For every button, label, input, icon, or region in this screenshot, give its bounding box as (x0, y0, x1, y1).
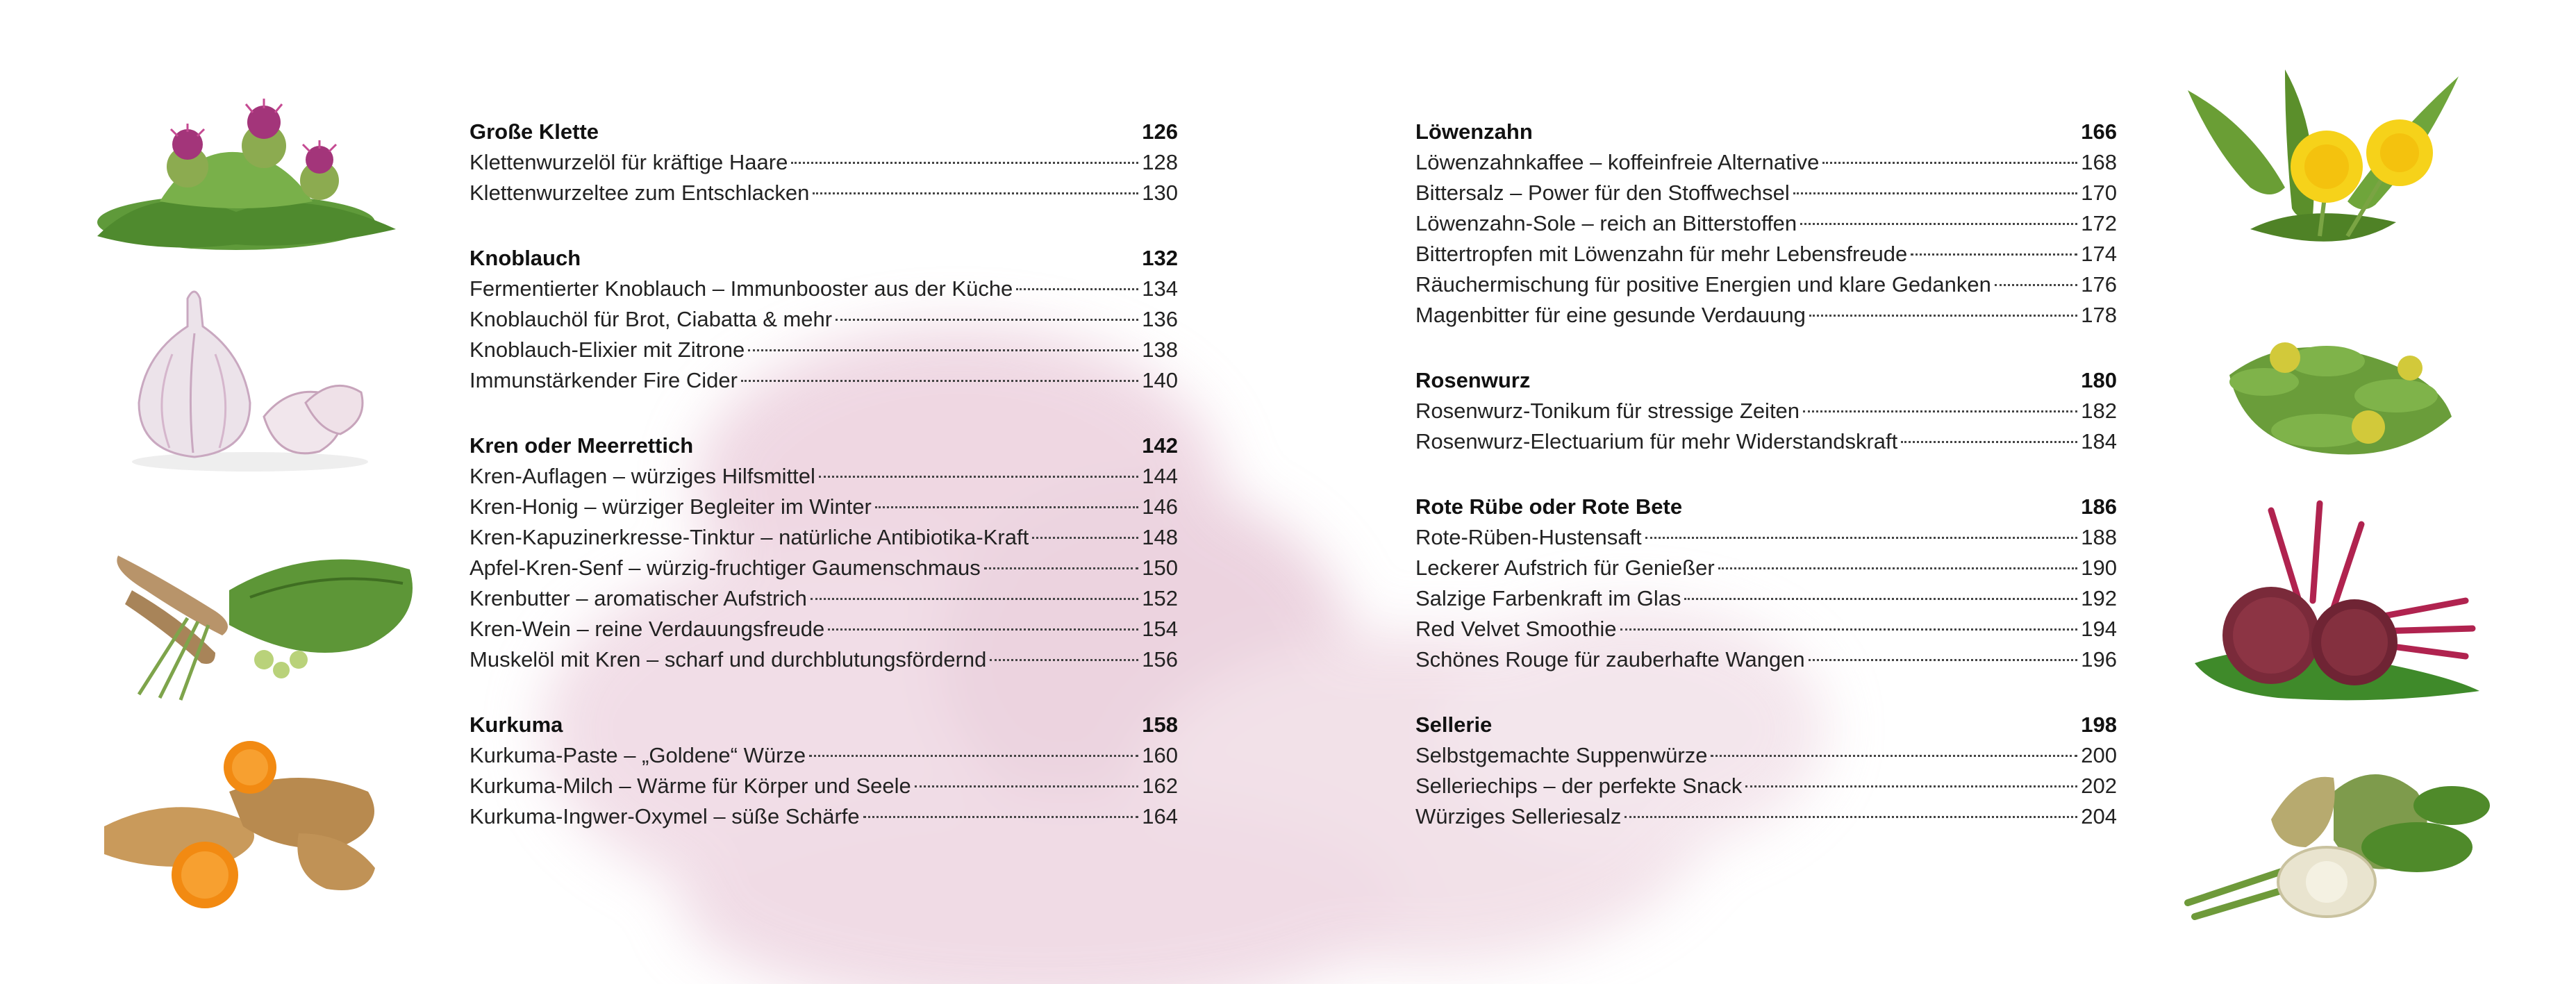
dot-leader (990, 659, 1138, 661)
toc-section-kren (470, 431, 1178, 675)
dot-leader (1620, 628, 2078, 631)
toc-section-loewenzahn (1415, 117, 2117, 331)
toc-entry (1415, 801, 2117, 832)
celery-illustration (2167, 729, 2500, 931)
roseroot-illustration (2188, 292, 2479, 479)
entry-page: 140 (1142, 368, 1178, 392)
section-page: 180 (2081, 368, 2117, 392)
toc-entry (1415, 522, 2117, 553)
toc-section-grosse-klette (470, 117, 1178, 208)
dot-leader (1684, 598, 2077, 600)
toc-section-kurkuma (470, 710, 1178, 832)
entry-title: Kren-Honig – würziger Begleiter im Winter (470, 494, 872, 519)
toc-entry (470, 461, 1178, 492)
toc-entry (470, 553, 1178, 583)
entry-page: 164 (1142, 804, 1178, 828)
toc-entry (1415, 269, 2117, 300)
dot-leader (1995, 284, 2077, 286)
toc-entry (470, 274, 1178, 304)
toc-entry (470, 740, 1178, 771)
section-page: 166 (2081, 119, 2117, 144)
entry-page: 156 (1142, 647, 1178, 672)
entry-page: 136 (1142, 307, 1178, 331)
dandelion-illustration (2167, 49, 2486, 271)
entry-title: Löwenzahn-Sole – reich an Bitterstoffen (1415, 211, 1797, 235)
dot-leader (1800, 223, 2077, 225)
entry-title: Räuchermischung für positive Energien und klare Gedanken (1415, 272, 1991, 297)
entry-page: 192 (2081, 586, 2117, 610)
dot-leader (1016, 288, 1138, 290)
section-heading: Kren oder Meerrettich (470, 433, 694, 458)
entry-title: Kurkuma-Paste – „Goldene“ Würze (470, 743, 806, 767)
entry-page: 162 (1142, 774, 1178, 798)
toc-entry (1415, 644, 2117, 675)
entry-title: Rote-Rüben-Hustensaft (1415, 525, 1642, 549)
dot-leader (984, 567, 1139, 569)
dot-leader (1645, 537, 2078, 539)
toc-entry (470, 801, 1178, 832)
dot-leader (1032, 537, 1138, 539)
entry-title: Löwenzahnkaffee – koffeinfreie Alternative (1415, 150, 1820, 174)
entry-title: Schönes Rouge für zauberhafte Wangen (1415, 647, 1805, 672)
toc-entry (470, 614, 1178, 644)
entry-title: Krenbutter – aromatischer Aufstrich (470, 586, 807, 610)
toc-entry (470, 365, 1178, 396)
toc-entry (1415, 300, 2117, 331)
section-page: 158 (1142, 712, 1178, 737)
dot-leader (1911, 253, 2077, 256)
section-heading: Rosenwurz (1415, 368, 1531, 392)
entry-page: 190 (2081, 556, 2117, 580)
entry-page: 182 (2081, 399, 2117, 423)
entry-title: Bittertropfen mit Löwenzahn für mehr Lebensfreude (1415, 242, 1908, 266)
toc-entry (1415, 740, 2117, 771)
dot-leader (1809, 315, 2077, 317)
toc-section-rosenwurz (1415, 365, 2117, 457)
burdock-illustration (76, 62, 424, 257)
section-page: 186 (2081, 494, 2117, 519)
entry-page: 196 (2081, 647, 2117, 672)
entry-page: 188 (2081, 525, 2117, 549)
toc-entry (470, 147, 1178, 178)
dot-leader (1822, 162, 2077, 164)
beetroot-illustration (2174, 497, 2500, 712)
entry-page: 130 (1142, 181, 1178, 205)
entry-page: 160 (1142, 743, 1178, 767)
entry-title: Apfel-Kren-Senf – würzig-fruchtiger Gaumenschmaus (470, 556, 981, 580)
section-page: 126 (1142, 119, 1178, 144)
horseradish-illustration (76, 514, 438, 708)
entry-title: Immunstärkender Fire Cider (470, 368, 738, 392)
entry-title: Muskelöl mit Kren – scharf und durchblutungsfördernd (470, 647, 987, 672)
dot-leader (1809, 659, 2078, 661)
dot-leader (1901, 441, 2077, 443)
section-heading: Löwenzahn (1415, 119, 1533, 144)
entry-page: 204 (2081, 804, 2117, 828)
entry-page: 128 (1142, 150, 1178, 174)
dot-leader (791, 162, 1138, 164)
entry-page: 178 (2081, 303, 2117, 327)
entry-page: 138 (1142, 337, 1178, 362)
toc-column-left (470, 117, 1178, 867)
dot-leader (1711, 755, 2077, 757)
dot-leader (748, 349, 1138, 351)
entry-title: Rosenwurz-Tonikum für stressige Zeiten (1415, 399, 1800, 423)
entry-page: 154 (1142, 617, 1178, 641)
entry-title: Bittersalz – Power für den Stoffwechsel (1415, 181, 1790, 205)
entry-page: 194 (2081, 617, 2117, 641)
entry-title: Selleriechips – der perfekte Snack (1415, 774, 1743, 798)
section-page: 142 (1142, 433, 1178, 458)
entry-title: Kren-Wein – reine Verdauungsfreude (470, 617, 825, 641)
entry-page: 168 (2081, 150, 2117, 174)
dot-leader (1803, 410, 2077, 412)
toc-entry (470, 771, 1178, 801)
dot-leader (809, 755, 1138, 757)
section-page: 132 (1142, 246, 1178, 270)
entry-title: Fermentierter Knoblauch – Immunbooster aus der Küche (470, 276, 1013, 301)
entry-title: Würziges Selleriesalz (1415, 804, 1622, 828)
dot-leader (741, 380, 1138, 382)
toc-entry (470, 178, 1178, 208)
toc-entry (1415, 239, 2117, 269)
entry-page: 152 (1142, 586, 1178, 610)
toc-entry (1415, 426, 2117, 457)
entry-title: Knoblauchöl für Brot, Ciabatta & mehr (470, 307, 833, 331)
section-heading: Sellerie (1415, 712, 1493, 737)
toc-entry (1415, 147, 2117, 178)
entry-title: Leckerer Aufstrich für Genießer (1415, 556, 1715, 580)
entry-page: 150 (1142, 556, 1178, 580)
entry-title: Rosenwurz-Electuarium für mehr Widerstandskraft (1415, 429, 1898, 453)
section-heading: Kurkuma (470, 712, 563, 737)
dot-leader (811, 598, 1138, 600)
entry-page: 176 (2081, 272, 2117, 297)
toc-entry (1415, 614, 2117, 644)
entry-title: Knoblauch-Elixier mit Zitrone (470, 337, 745, 362)
entry-title: Klettenwurzeltee zum Entschlacken (470, 181, 810, 205)
dot-leader (1624, 816, 2077, 818)
dot-leader (875, 506, 1138, 508)
toc-entry (1415, 208, 2117, 239)
entry-title: Kren-Kapuzinerkresse-Tinktur – natürliche Antibiotika-Kraft (470, 525, 1029, 549)
dot-leader (1745, 785, 2077, 787)
entry-title: Kren-Auflagen – würziges Hilfsmittel (470, 464, 815, 488)
toc-entry (470, 522, 1178, 553)
turmeric-illustration (90, 736, 403, 910)
entry-title: Kurkuma-Ingwer-Oxymel – süße Schärfe (470, 804, 860, 828)
entry-page: 172 (2081, 211, 2117, 235)
entry-page: 134 (1142, 276, 1178, 301)
entry-page: 146 (1142, 494, 1178, 519)
dot-leader (1793, 192, 2078, 194)
toc-entry (470, 335, 1178, 365)
entry-title: Klettenwurzelöl für kräftige Haare (470, 150, 788, 174)
toc-entry (1415, 178, 2117, 208)
toc-section-sellerie (1415, 710, 2117, 832)
entry-page: 170 (2081, 181, 2117, 205)
section-page: 198 (2081, 712, 2117, 737)
toc-entry (1415, 583, 2117, 614)
entry-page: 144 (1142, 464, 1178, 488)
toc-section-rote-ruebe (1415, 492, 2117, 675)
garlic-illustration (111, 271, 389, 479)
entry-page: 202 (2081, 774, 2117, 798)
dot-leader (819, 476, 1138, 478)
toc-section-knoblauch (470, 243, 1178, 396)
dot-leader (863, 816, 1139, 818)
toc-entry (1415, 396, 2117, 426)
entry-title: Selbstgemachte Suppenwürze (1415, 743, 1708, 767)
section-heading: Rote Rübe oder Rote Bete (1415, 494, 1683, 519)
section-heading: Große Klette (470, 119, 599, 144)
dot-leader (813, 192, 1138, 194)
toc-entry (470, 583, 1178, 614)
toc-entry (470, 492, 1178, 522)
entry-title: Salzige Farbenkraft im Glas (1415, 586, 1681, 610)
entry-page: 174 (2081, 242, 2117, 266)
section-heading: Knoblauch (470, 246, 581, 270)
toc-entry (1415, 553, 2117, 583)
dot-leader (828, 628, 1138, 631)
entry-page: 184 (2081, 429, 2117, 453)
toc-entry (470, 304, 1178, 335)
dot-leader (836, 319, 1138, 321)
toc-column-right (1415, 117, 2117, 867)
dot-leader (1718, 567, 2078, 569)
toc-entry (470, 644, 1178, 675)
entry-page: 200 (2081, 743, 2117, 767)
entry-page: 148 (1142, 525, 1178, 549)
entry-title: Magenbitter für eine gesunde Verdauung (1415, 303, 1806, 327)
dot-leader (915, 785, 1139, 787)
entry-title: Kurkuma-Milch – Wärme für Körper und Seele (470, 774, 911, 798)
toc-entry (1415, 771, 2117, 801)
entry-title: Red Velvet Smoothie (1415, 617, 1617, 641)
